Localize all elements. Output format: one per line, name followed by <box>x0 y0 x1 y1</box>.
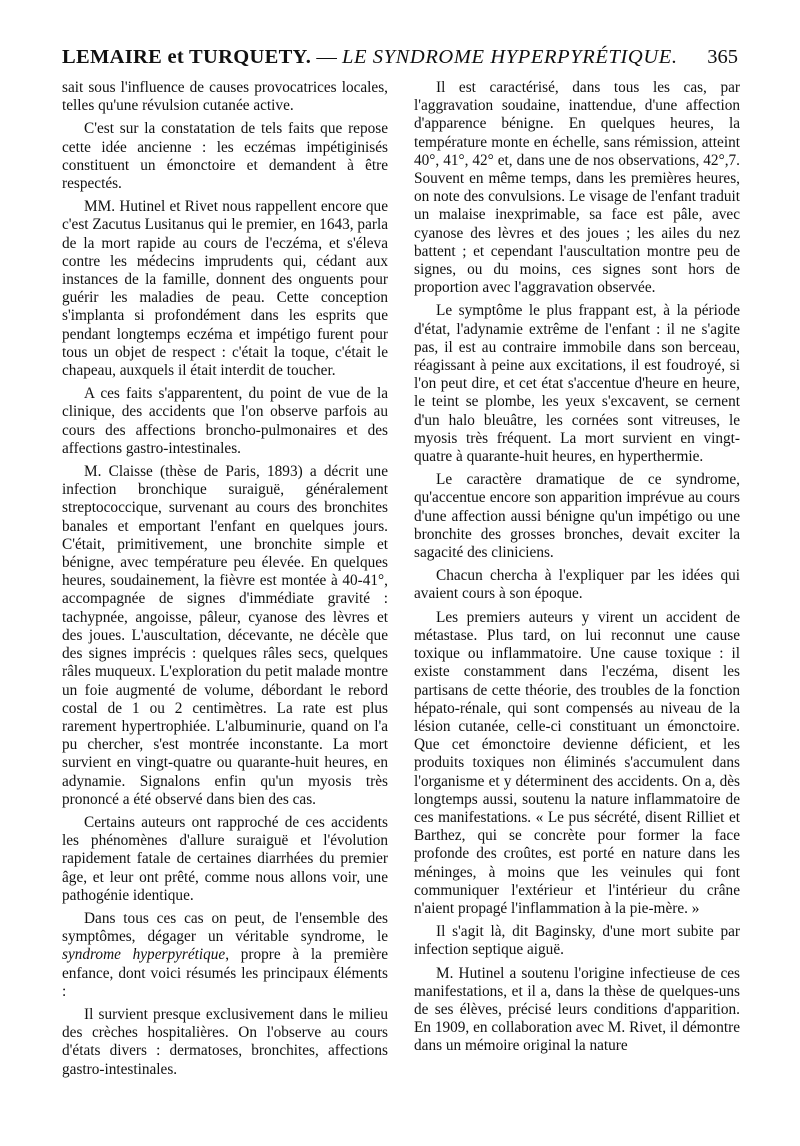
paragraph: M. Hutinel a soutenu l'origine infectieuse de ces manifestations, et il a, dans la thèse de quelques-uns de ses élèves, précisé leurs conditions d'apparition. En 1909, en collaboration avec M. Rivet, il démontre dans un mémoire original la nature <box>414 964 740 1055</box>
paragraph: sait sous l'influence de causes provocatrices locales, telles qu'une révulsion cutanée active. <box>62 79 388 115</box>
header-authors: LEMAIRE et TURQUETY. <box>62 46 312 68</box>
paragraph: Il s'agit là, dit Baginsky, d'une mort subite par infection septique aiguë. <box>414 923 740 959</box>
paragraph: Chacun chercha à l'expliquer par les idées qui avaient cours à son époque. <box>414 567 740 603</box>
paragraph: M. Claisse (thèse de Paris, 1893) a décrit une infection bronchique suraiguë, généralement streptococcique, survenant au cours des bronchites banales et emportant l'enfant en quelques jours. C'était, primitivement, une bronchite simple et bénigne, avec température peu élevée. En quelques heures, soudainement, la fièvre est montée à 40-41°, accompagnée de signes d'immédiate gravité : tachypnée, angoisse, pâleur, cyanose des lèvres et des joues. L'auscultation, décevante, ne décèle que des signes imprécis : quelques râles secs, quelques râles muqueux. L'exploration du petit malade montre un foie augmenté de volume, débordant le rebord costal de 1 ou 2 centimètres. La rate est plus rarement hypertrophiée. L'albuminurie, quand on l'a pu chercher, s'est montrée inconstante. La mort survient en vingt-quatre ou quarante-huit heures, en adynamie. Signalons enfin qu'un myosis très prononcé a été observé dans bien des cas. <box>62 463 388 808</box>
paragraph: C'est sur la constatation de tels faits que repose cette idée ancienne : les eczémas impétiginisés constituent un émonctoire et demandent à être respectés. <box>62 120 388 193</box>
paragraph: Le symptôme le plus frappant est, à la période d'état, l'adynamie extrême de l'enfant : il ne s'agite pas, il est au contraire immobile dans son berceau, réagissant à peine aux excitations, il est foudroyé, si l'on peut dire, et cet état s'accentue d'heure en heure, le teint se plombe, les yeux s'excavent, se cernent d'un halo bleuâtre, les cornées sont vitreuses, le myosis très fréquent. La mort survient en vingt-quatre à quarante-huit heures, en hyperthermie. <box>414 302 740 466</box>
paragraph: A ces faits s'apparentent, du point de vue de la clinique, des accidents que l'on observe parfois au cours des affections broncho-pulmonaires et des affections gastro-intestinales. <box>62 385 388 457</box>
header-dash: — <box>311 46 342 68</box>
header-title: LE SYNDROME HYPERPYRÉTIQUE. <box>341 46 678 68</box>
syndrome-term: syndrome hyperpyrétique <box>62 946 226 964</box>
right-column <box>414 79 740 1061</box>
paragraph: MM. Hutinel et Rivet nous rappellent encore que c'est Zacutus Lusitanus qui le premier, en 1643, parla de la mort rapide au cours de l'eczéma, et s'éleva contre les médecins imprudents qui, cédant aux instances de la famille, donnent des onguents pour guérir les maladies de peau. Cette conception s'implanta si profondément dans les esprits que pendant longtemps eczéma et impétigo furent pour tous un objet de respect : c'était la toque, c'était le chapeau, auxquels il était interdit de toucher. <box>62 198 388 380</box>
paragraph <box>62 910 388 1001</box>
paragraph: Le caractère dramatique de ce syndrome, qu'accentue encore son apparition imprévue au cours d'une affection aussi bénigne qu'un impétigo ou une bronchite des grosses bronches, devait exciter la sagacité des cliniciens. <box>414 471 740 562</box>
paragraph: Il est caractérisé, dans tous les cas, par l'aggravation soudaine, inattendue, d'une affection d'apparence bénigne. En quelques heures, la température monte en échelle, sans rémission, atteint 40°, 41°, 42° et, dans une de nos observations, 42°,7. Souvent en même temps, dans les premières heures, on note des convulsions. Le visage de l'enfant traduit un malaise inexprimable, sa face est pâle, avec cyanose des lèvres et des joues ; les ailes du nez battent ; et cependant l'auscultation montre peu de signes, ou du moins, ces signes sont hors de proportion avec l'aggravation observée. <box>414 79 740 297</box>
paragraph-text: Dans tous ces cas on peut, de l'ensemble des symptômes, dégager un véritable syndrome, le <box>62 909 388 946</box>
paragraph: Certains auteurs ont rapproché de ces accidents les phénomènes d'allure suraiguë et l'évolution rapidement fatale de certaines diarrhées du premier âge, et leur ont prêté, comme nous allons voir, une pathogénie identique. <box>62 813 388 904</box>
paragraph: Il survient presque exclusivement dans le milieu des crèches hospitalières. On l'observe au cours d'états divers : dermatoses, bronchites, affections gastro-intestinales. <box>62 1005 388 1078</box>
running-header <box>62 46 738 74</box>
paragraph: Les premiers auteurs y virent un accident de métastase. Plus tard, on lui reconnut une cause toxique ou inflammatoire. Une cause toxique : il existe constamment dans l'eczéma, disent les partisans de cette théorie, des troubles de la fonction hépato-rénale, qui sont compensés au niveau de la lésion cutanée, celle-ci constituant un émonctoire. Que cet émonctoire devienne déficient, et les produits toxiques non éliminés s'accumulent dans l'organisme et y déterminent des accidents. On a, dès longtemps aussi, soutenu la nature inflammatoire de ces manifestations. « Le pus sécrété, disent Rilliet et Barthez, qui se concrète pour former la face profonde des croûtes, est porté en nature dans les méninges, à moins que les veinules qui font communiquer l'extérieur et l'intérieur du crâne n'aient propagé l'inflammation à la pie-mère. » <box>414 608 740 917</box>
paragraph-text: , propre à la première enfance, dont voici résumés les principaux éléments : <box>62 946 388 1000</box>
page-number: 365 <box>707 46 738 68</box>
left-column <box>62 79 388 1084</box>
